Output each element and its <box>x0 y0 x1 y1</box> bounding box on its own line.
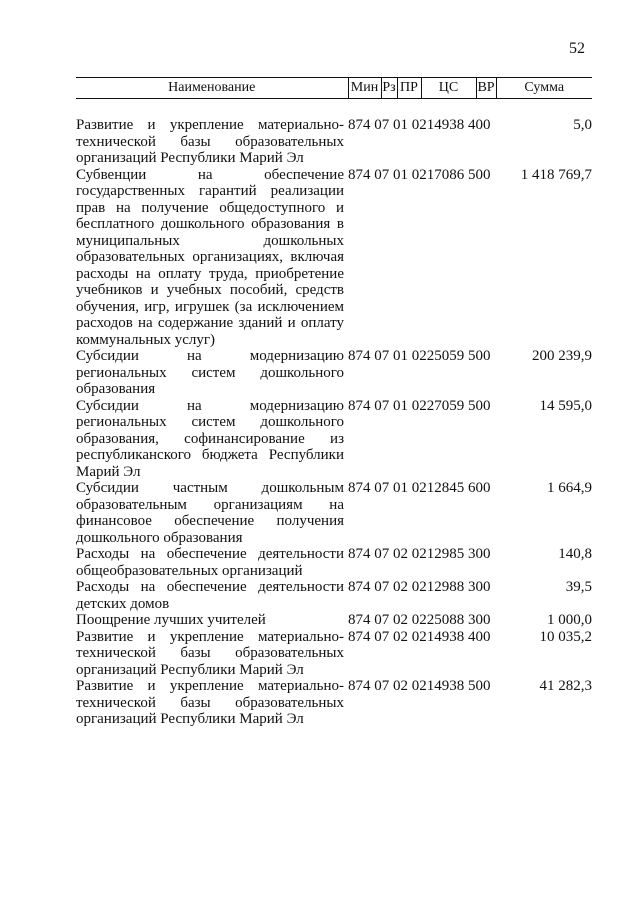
table-row <box>76 678 592 728</box>
row-codes: 874 07 01 0214938 400 <box>348 117 491 133</box>
table-row <box>76 167 592 349</box>
row-name: Развитие и укрепление материально-технической базы образовательных организаций Республики Марий Эл <box>76 117 344 166</box>
row-amount: 1 664,9 <box>547 480 592 496</box>
header-sum: Сумма <box>496 78 592 99</box>
table-row <box>76 629 592 679</box>
budget-table <box>76 77 592 728</box>
row-codes: 874 07 01 0217086 500 <box>348 166 491 183</box>
row-amount: 5,0 <box>573 117 592 133</box>
table-header <box>76 78 592 99</box>
table-row <box>76 546 592 579</box>
table-row <box>76 398 592 481</box>
row-amount: 200 239,9 <box>532 348 592 364</box>
table-row <box>76 612 592 629</box>
table-row <box>76 480 592 546</box>
row-amount: 140,8 <box>558 546 592 562</box>
row-amount: 1 000,0 <box>547 612 592 628</box>
header-rz: Рз <box>381 78 397 99</box>
row-name: Поощрение лучших учителей <box>76 612 266 628</box>
row-name: Субсидии на модернизацию региональных систем дошкольного образования, софинансирование из республиканского бюджета Республики Марий Эл <box>76 397 344 480</box>
row-name: Субсидии частным дошкольным образовательным организациям на финансовое обеспечение получения дошкольного образования <box>76 480 344 546</box>
row-name: Субвенции на обеспечение государственных гарантий реализации прав на получение общедоступного и бесплатного дошкольного образования в муниципальных дошкольных образовательных организациях, включая расходы на оплату труда, приобретение учебников и учебных пособий, средств обучения, игр, игрушек (за исключением расходов на содержание зданий и оплату коммунальных услуг) <box>76 166 344 348</box>
row-name: Расходы на обеспечение деятельности общеобразовательных организаций <box>76 546 344 579</box>
budget-table-container <box>76 77 592 728</box>
header-cs: ЦС <box>421 78 476 99</box>
row-codes: 874 07 02 0212988 300 <box>348 579 491 595</box>
table-row <box>76 579 592 612</box>
header-min: Мин <box>348 78 381 99</box>
row-amount: 41 282,3 <box>539 678 592 694</box>
row-codes: 874 07 02 0212985 300 <box>348 546 491 562</box>
table-row <box>76 348 592 398</box>
row-codes: 874 07 01 0212845 600 <box>348 480 491 496</box>
row-amount: 14 595,0 <box>539 397 592 414</box>
row-codes: 874 07 02 0225088 300 <box>348 612 491 628</box>
row-amount: 39,5 <box>565 579 592 595</box>
row-name: Развитие и укрепление материально-технической базы образовательных организаций Республики Марий Эл <box>76 628 344 678</box>
row-amount: 10 035,2 <box>539 628 592 645</box>
header-name: Наименование <box>76 78 348 99</box>
row-name: Субсидии на модернизацию региональных систем дошкольного образования <box>76 348 344 397</box>
page-number: 52 <box>569 40 585 57</box>
table-row <box>76 117 592 167</box>
row-codes: 874 07 01 0227059 500 <box>348 397 491 414</box>
row-codes: 874 07 02 0214938 400 <box>348 628 491 645</box>
row-codes: 874 07 02 0214938 500 <box>348 678 491 694</box>
row-codes: 874 07 01 0225059 500 <box>348 348 491 364</box>
row-name: Развитие и укрепление материально-технической базы образовательных организаций Республики Марий Эл <box>76 678 344 727</box>
header-pr: ПР <box>397 78 421 99</box>
header-vr: ВР <box>476 78 496 99</box>
row-amount: 1 418 769,7 <box>520 166 592 183</box>
row-name: Расходы на обеспечение деятельности детских домов <box>76 579 344 612</box>
